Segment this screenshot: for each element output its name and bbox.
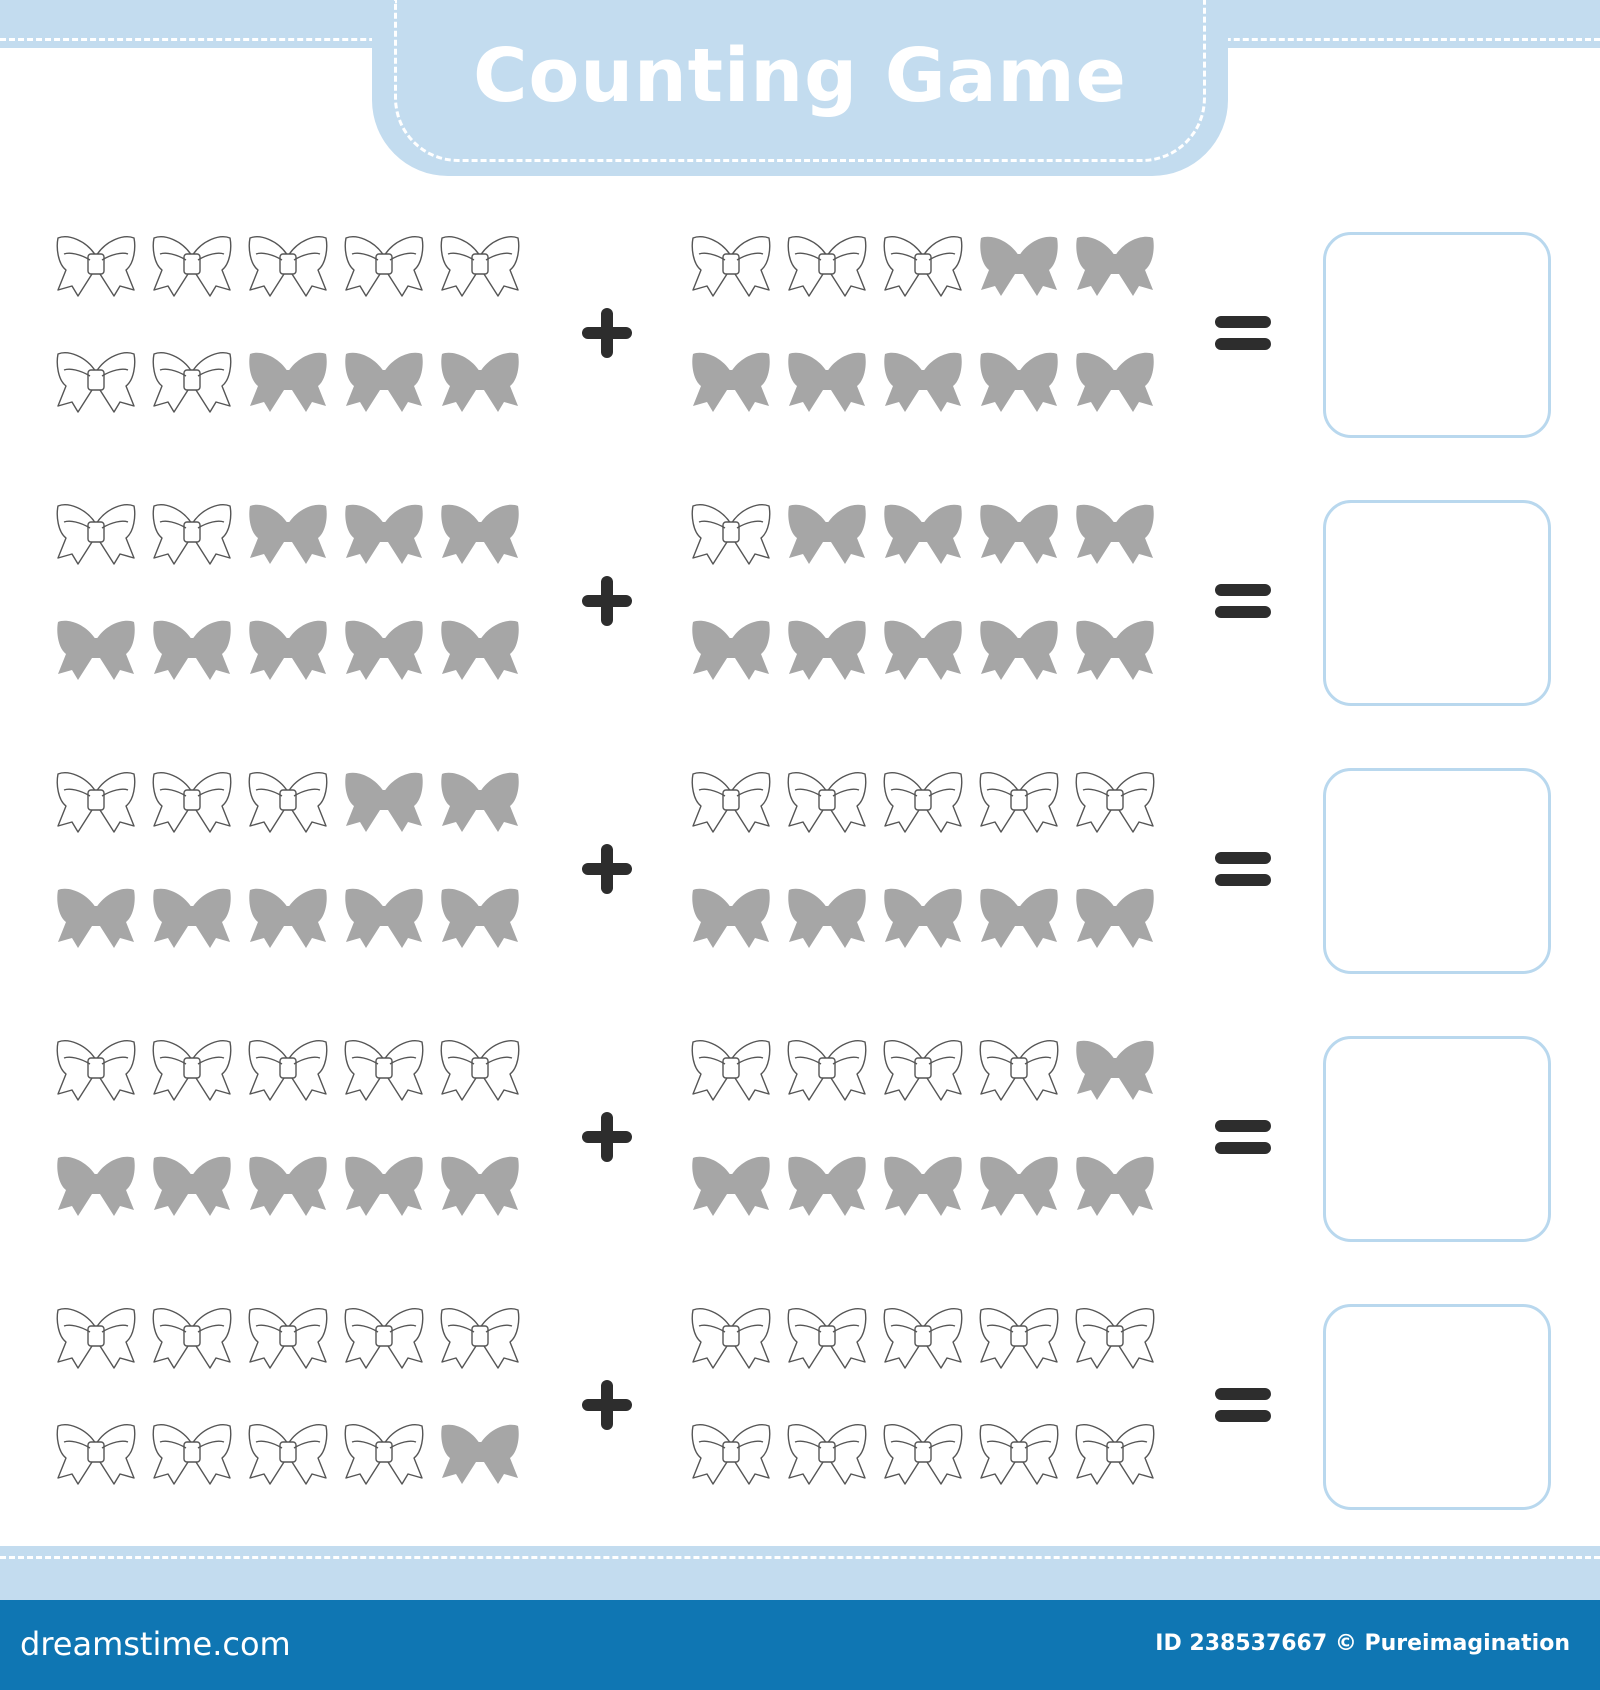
- right-bow-group: [687, 1026, 1171, 1246]
- bow-shadow-icon: [436, 498, 524, 570]
- bow-ribbon-icon: [148, 346, 236, 418]
- bow-shadow-icon: [783, 498, 871, 570]
- bow-ribbon-icon: [687, 498, 775, 570]
- bow-ribbon-icon: [436, 230, 524, 302]
- bow-ribbon-icon: [52, 1418, 140, 1490]
- bow-ribbon-icon: [244, 230, 332, 302]
- bow-ribbon-icon: [244, 1302, 332, 1374]
- bow-ribbon-icon: [244, 1418, 332, 1490]
- bow-shadow-icon: [436, 614, 524, 686]
- bow-ribbon-icon: [436, 1034, 524, 1106]
- right-bow-group: [687, 490, 1171, 710]
- equals-icon: [1209, 566, 1279, 636]
- bow-shadow-icon: [52, 882, 140, 954]
- bow-shadow-icon: [783, 1150, 871, 1222]
- equals-icon: [1209, 298, 1279, 368]
- bow-shadow-icon: [244, 498, 332, 570]
- plus-icon: [572, 834, 642, 904]
- bow-ribbon-icon: [52, 1034, 140, 1106]
- bow-ribbon-icon: [340, 1034, 428, 1106]
- bow-shadow-icon: [879, 614, 967, 686]
- bow-ribbon-icon: [879, 230, 967, 302]
- bow-ribbon-icon: [52, 498, 140, 570]
- bow-shadow-icon: [879, 882, 967, 954]
- bow-ribbon-icon: [783, 1302, 871, 1374]
- bow-shadow-icon: [436, 1150, 524, 1222]
- bow-ribbon-icon: [687, 1034, 775, 1106]
- bow-shadow-icon: [1071, 614, 1159, 686]
- bottom-band: [0, 1546, 1600, 1600]
- right-bow-group: [687, 1294, 1171, 1514]
- bow-shadow-icon: [436, 346, 524, 418]
- bow-ribbon-icon: [687, 1418, 775, 1490]
- bow-shadow-icon: [975, 498, 1063, 570]
- bow-shadow-icon: [436, 766, 524, 838]
- bow-ribbon-icon: [244, 766, 332, 838]
- bow-shadow-icon: [975, 1150, 1063, 1222]
- equals-icon: [1209, 1370, 1279, 1440]
- bow-shadow-icon: [975, 230, 1063, 302]
- plus-icon: [572, 1370, 642, 1440]
- bow-shadow-icon: [687, 1150, 775, 1222]
- bow-ribbon-icon: [52, 1302, 140, 1374]
- bow-ribbon-icon: [148, 1034, 236, 1106]
- bow-shadow-icon: [340, 346, 428, 418]
- bow-ribbon-icon: [687, 1302, 775, 1374]
- left-bow-group: [52, 490, 536, 710]
- bow-shadow-icon: [687, 346, 775, 418]
- bow-shadow-icon: [148, 882, 236, 954]
- left-bow-group: [52, 1294, 536, 1514]
- plus-icon: [572, 566, 642, 636]
- bow-ribbon-icon: [1071, 1418, 1159, 1490]
- bow-ribbon-icon: [148, 1302, 236, 1374]
- left-bow-group: [52, 758, 536, 978]
- bow-shadow-icon: [1071, 230, 1159, 302]
- bow-ribbon-icon: [52, 766, 140, 838]
- bow-ribbon-icon: [879, 1418, 967, 1490]
- bow-shadow-icon: [244, 1150, 332, 1222]
- bow-shadow-icon: [340, 498, 428, 570]
- bottom-dashed-line: [0, 1556, 1600, 1559]
- bow-shadow-icon: [1071, 1034, 1159, 1106]
- problem-row: [0, 490, 1600, 710]
- problem-row: [0, 1294, 1600, 1514]
- bow-shadow-icon: [244, 614, 332, 686]
- bow-shadow-icon: [244, 346, 332, 418]
- bow-shadow-icon: [340, 1150, 428, 1222]
- bow-ribbon-icon: [244, 1034, 332, 1106]
- bow-ribbon-icon: [687, 766, 775, 838]
- bow-ribbon-icon: [148, 230, 236, 302]
- bow-shadow-icon: [1071, 346, 1159, 418]
- bow-ribbon-icon: [340, 1418, 428, 1490]
- bow-ribbon-icon: [340, 230, 428, 302]
- bow-ribbon-icon: [783, 1034, 871, 1106]
- bow-ribbon-icon: [975, 766, 1063, 838]
- bow-ribbon-icon: [783, 1418, 871, 1490]
- bow-shadow-icon: [340, 614, 428, 686]
- bow-shadow-icon: [687, 614, 775, 686]
- bow-shadow-icon: [879, 1150, 967, 1222]
- bow-shadow-icon: [148, 1150, 236, 1222]
- page-title: Counting Game: [473, 33, 1127, 119]
- bow-shadow-icon: [436, 882, 524, 954]
- answer-box[interactable]: [1323, 232, 1551, 438]
- bow-shadow-icon: [975, 614, 1063, 686]
- footer-bar: [0, 1600, 1600, 1690]
- bow-ribbon-icon: [975, 1302, 1063, 1374]
- answer-box[interactable]: [1323, 768, 1551, 974]
- equals-icon: [1209, 834, 1279, 904]
- bow-shadow-icon: [783, 882, 871, 954]
- bow-ribbon-icon: [975, 1418, 1063, 1490]
- bow-ribbon-icon: [783, 230, 871, 302]
- bow-shadow-icon: [879, 498, 967, 570]
- bow-ribbon-icon: [975, 1034, 1063, 1106]
- bow-shadow-icon: [1071, 498, 1159, 570]
- answer-box[interactable]: [1323, 1304, 1551, 1510]
- bow-shadow-icon: [340, 766, 428, 838]
- bow-ribbon-icon: [879, 1034, 967, 1106]
- bow-ribbon-icon: [783, 766, 871, 838]
- bow-shadow-icon: [879, 346, 967, 418]
- right-bow-group: [687, 758, 1171, 978]
- bow-shadow-icon: [1071, 882, 1159, 954]
- bow-shadow-icon: [1071, 1150, 1159, 1222]
- bow-ribbon-icon: [148, 766, 236, 838]
- bow-ribbon-icon: [1071, 766, 1159, 838]
- bow-shadow-icon: [783, 614, 871, 686]
- bow-shadow-icon: [52, 1150, 140, 1222]
- left-bow-group: [52, 1026, 536, 1246]
- bow-shadow-icon: [783, 346, 871, 418]
- bow-ribbon-icon: [340, 1302, 428, 1374]
- bow-ribbon-icon: [1071, 1302, 1159, 1374]
- bow-shadow-icon: [148, 614, 236, 686]
- bow-shadow-icon: [52, 614, 140, 686]
- bow-ribbon-icon: [879, 766, 967, 838]
- problem-row: [0, 1026, 1600, 1246]
- right-bow-group: [687, 222, 1171, 442]
- bow-ribbon-icon: [52, 230, 140, 302]
- plus-icon: [572, 298, 642, 368]
- footer-brand: dreamstime.com: [20, 1625, 291, 1663]
- answer-box[interactable]: [1323, 1036, 1551, 1242]
- bow-shadow-icon: [436, 1418, 524, 1490]
- bow-shadow-icon: [687, 882, 775, 954]
- bow-shadow-icon: [244, 882, 332, 954]
- bow-ribbon-icon: [52, 346, 140, 418]
- plus-icon: [572, 1102, 642, 1172]
- bow-ribbon-icon: [148, 1418, 236, 1490]
- problem-row: [0, 222, 1600, 442]
- equals-icon: [1209, 1102, 1279, 1172]
- bow-shadow-icon: [975, 882, 1063, 954]
- bow-shadow-icon: [975, 346, 1063, 418]
- bow-ribbon-icon: [436, 1302, 524, 1374]
- bow-ribbon-icon: [687, 230, 775, 302]
- problem-row: [0, 758, 1600, 978]
- bow-ribbon-icon: [148, 498, 236, 570]
- answer-box[interactable]: [1323, 500, 1551, 706]
- bow-ribbon-icon: [879, 1302, 967, 1374]
- left-bow-group: [52, 222, 536, 442]
- bow-shadow-icon: [340, 882, 428, 954]
- footer-credit: ID 238537667 © Pureimagination: [1155, 1631, 1570, 1656]
